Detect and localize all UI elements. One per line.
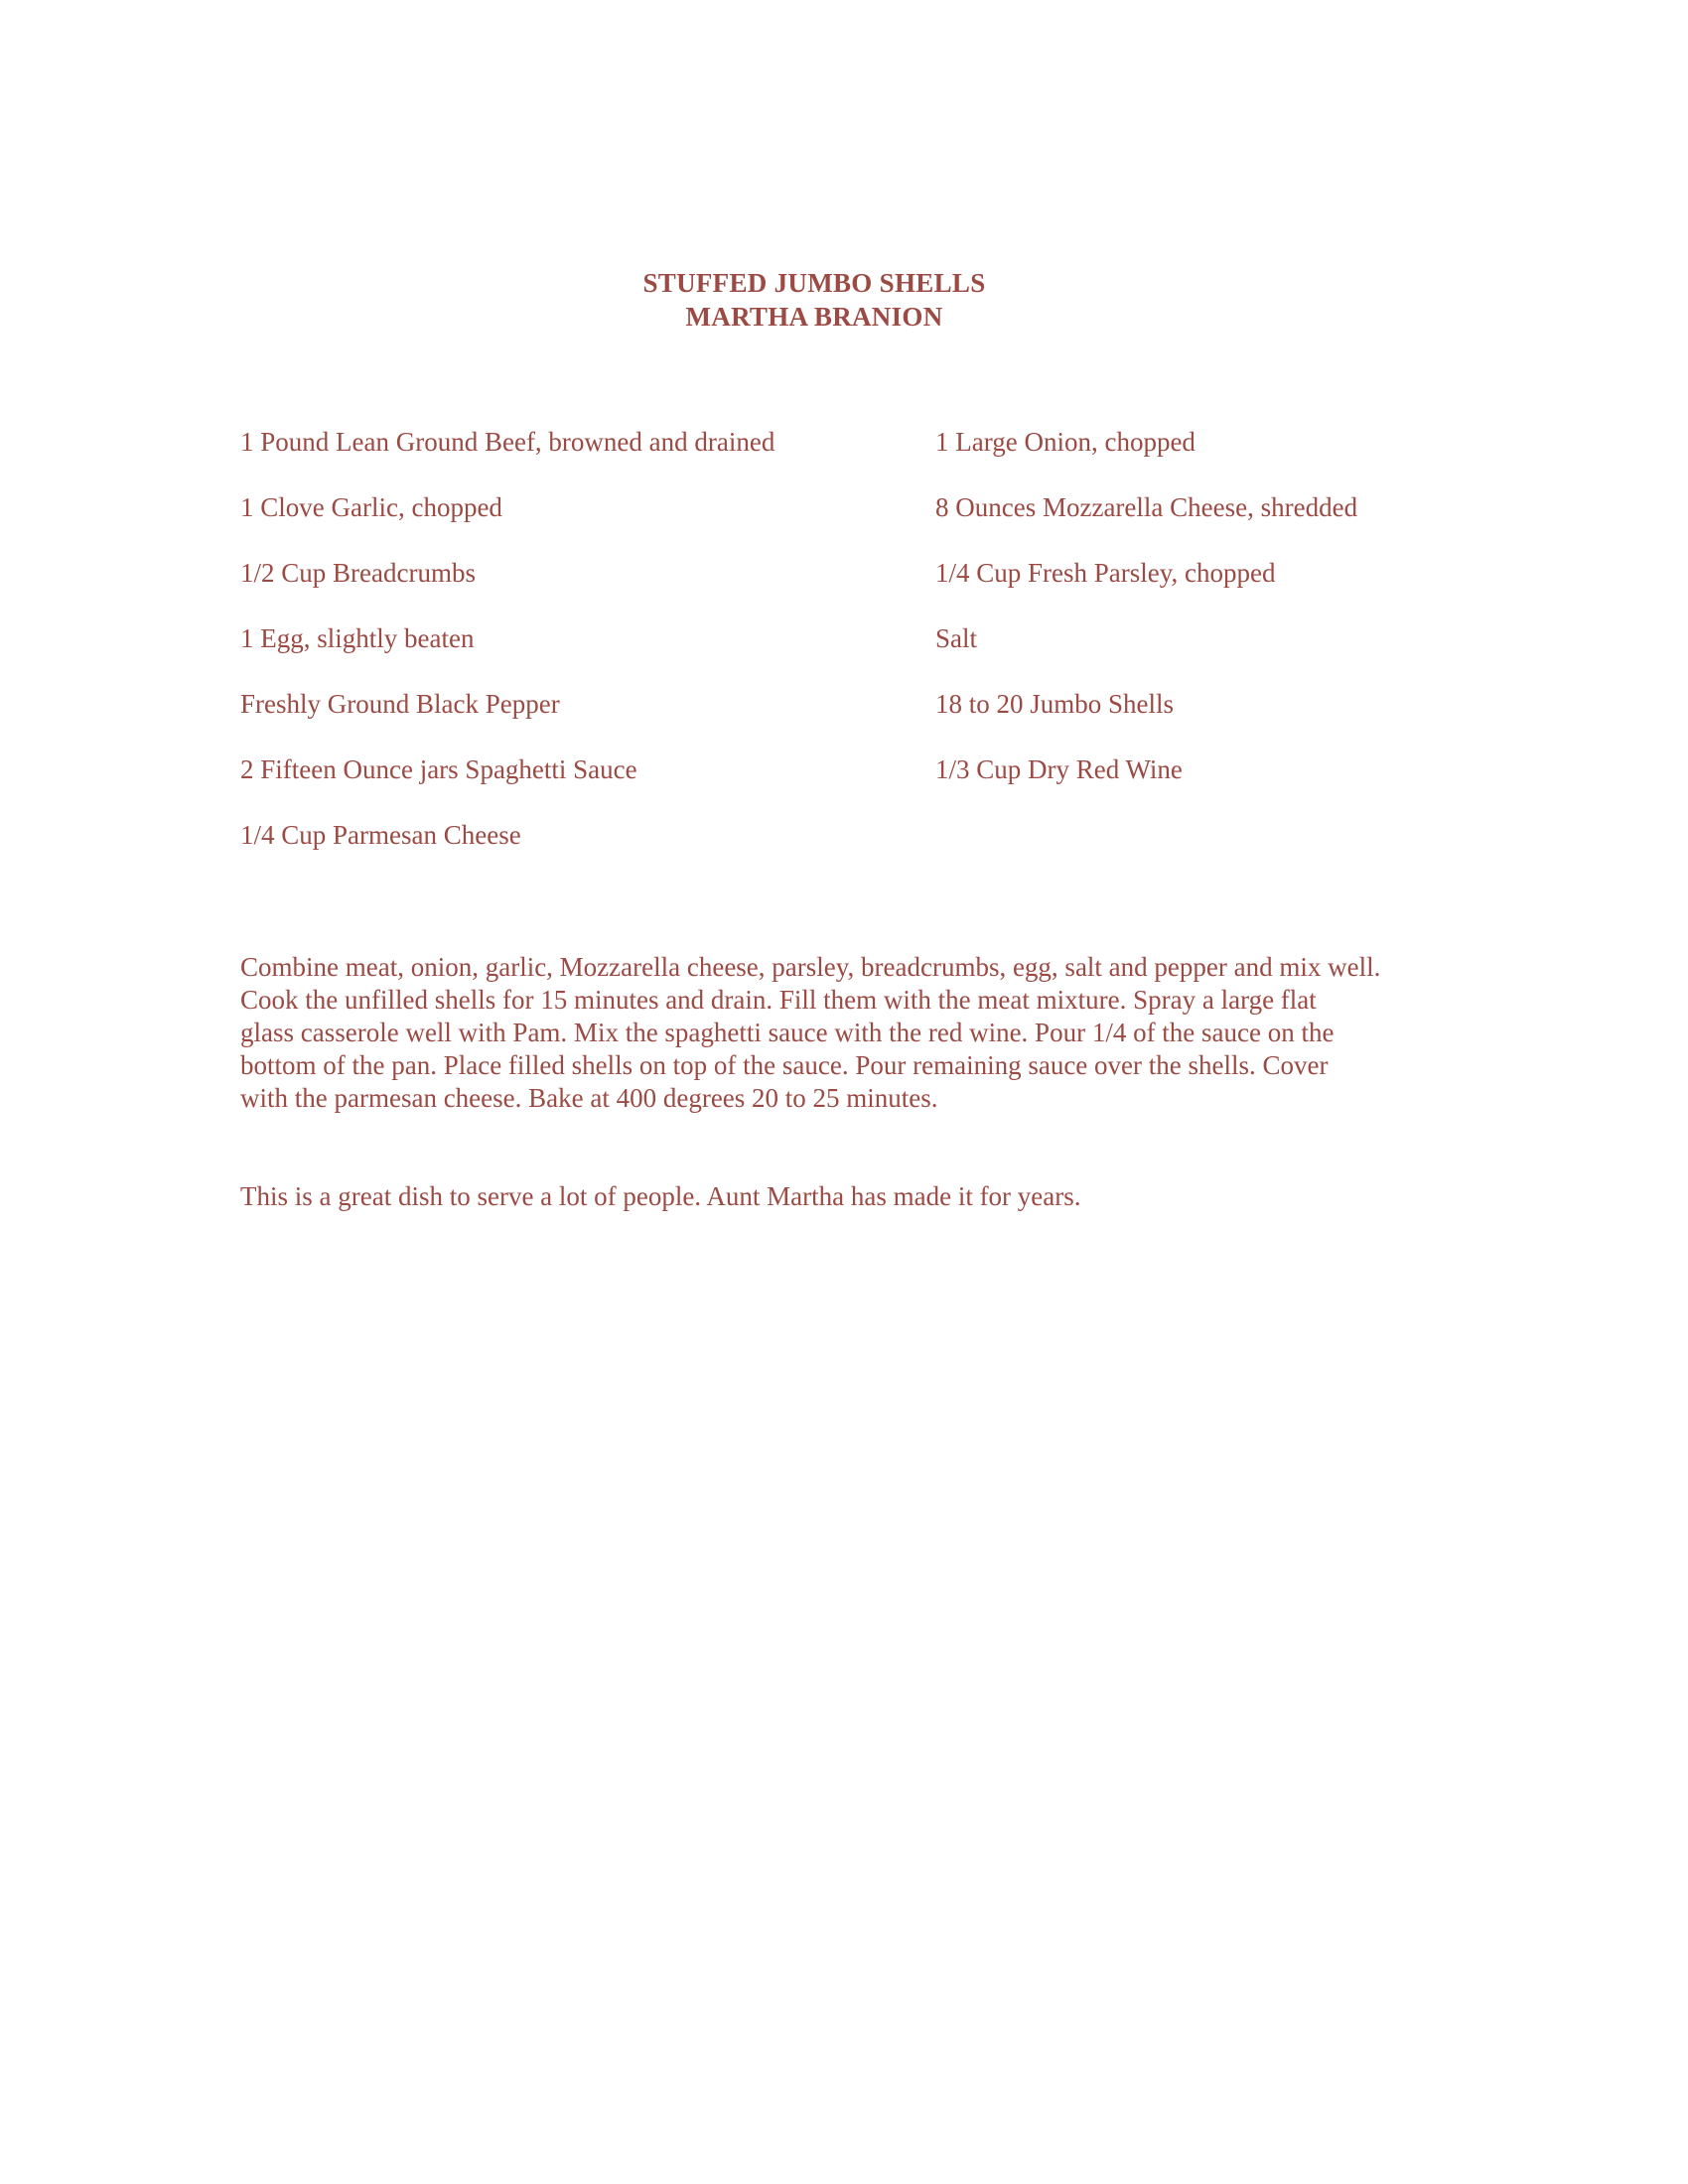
recipe-title: STUFFED JUMBO SHELLS xyxy=(642,268,986,298)
ingredient-item: 18 to 20 Jumbo Shells xyxy=(935,689,1175,719)
recipe-note: This is a great dish to serve a lot of people. Aunt Martha has made it for years. xyxy=(240,1181,1081,1211)
directions-line: glass casserole well with Pam. Mix the spaghetti sauce with the red wine. Pour 1/4 of the sauce on the xyxy=(240,1018,1335,1047)
directions-line: Combine meat, onion, garlic, Mozzarella cheese, parsley, breadcrumbs, egg, salt and pepper and mix well. xyxy=(240,952,1381,982)
ingredient-item: 1/4 Cup Parmesan Cheese xyxy=(240,820,521,850)
ingredient-item: 8 Ounces Mozzarella Cheese, shredded xyxy=(935,492,1358,522)
ingredient-item: 1 Large Onion, chopped xyxy=(935,427,1196,457)
recipe-directions xyxy=(240,951,1462,1115)
ingredient-item: 1/2 Cup Breadcrumbs xyxy=(240,558,476,588)
directions-line: Cook the unfilled shells for 15 minutes and drain. Fill them with the meat mixture. Spray a large flat xyxy=(240,985,1317,1015)
ingredient-item: 1 Egg, slightly beaten xyxy=(240,623,475,653)
ingredient-item: 1 Pound Lean Ground Beef, browned and drained xyxy=(240,427,775,457)
ingredient-item: Salt xyxy=(935,623,978,653)
directions-line: with the parmesan cheese. Bake at 400 degrees 20 to 25 minutes. xyxy=(240,1083,938,1113)
ingredients-column-right xyxy=(935,425,1432,818)
directions-line: bottom of the pan. Place filled shells on top of the sauce. Pour remaining sauce over the shells. Cover xyxy=(240,1050,1329,1080)
ingredient-item: 1/3 Cup Dry Red Wine xyxy=(935,754,1183,784)
ingredient-item: 1 Clove Garlic, chopped xyxy=(240,492,502,522)
ingredient-item: 1/4 Cup Fresh Parsley, chopped xyxy=(935,558,1276,588)
ingredient-item: Freshly Ground Black Pepper xyxy=(240,689,560,719)
ingredient-item: 2 Fifteen Ounce jars Spaghetti Sauce xyxy=(240,754,637,784)
ingredients-column-left xyxy=(240,425,915,884)
ingredients-list xyxy=(240,425,1432,872)
recipe-header xyxy=(0,266,1628,334)
recipe-author: MARTHA BRANION xyxy=(685,302,943,332)
